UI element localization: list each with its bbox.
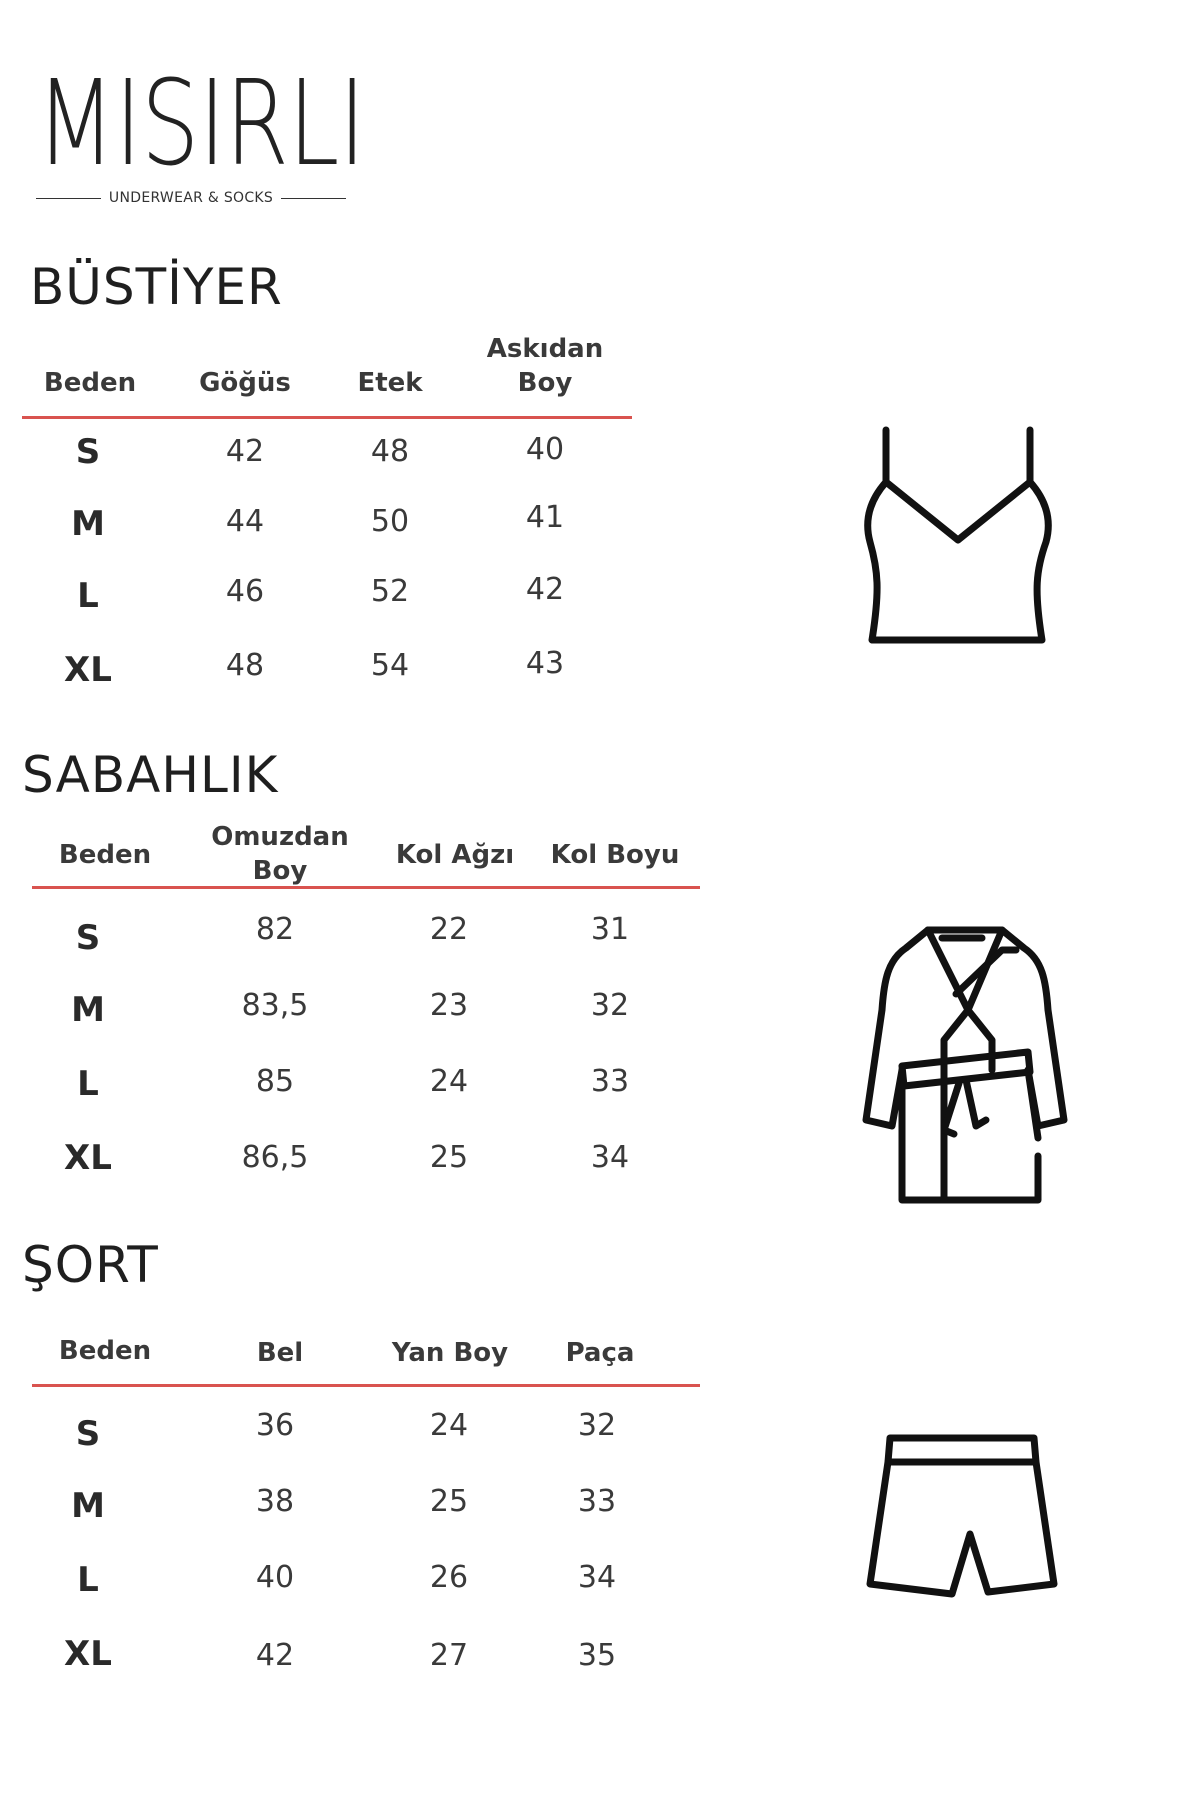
header-askidan-boy: Askıdan Boy (486, 334, 604, 398)
robe-icon (852, 920, 1082, 1210)
table-cell: 24 (429, 1408, 469, 1443)
header-kol-agzi: Kol Ağzı (395, 840, 515, 870)
section-title-sabahlik: SABAHLIK (22, 746, 279, 804)
header-gogus: Göğüs (199, 368, 291, 398)
camisole-icon (860, 420, 1060, 660)
table-cell: 43 (525, 646, 565, 681)
header-beden: Beden (58, 1336, 152, 1366)
brand-logo (36, 54, 366, 220)
size-label: L (77, 1560, 99, 1600)
header-yan-boy: Yan Boy (391, 1338, 509, 1368)
section-title-bustiyer: BÜSTİYER (30, 258, 283, 316)
header-rule (22, 416, 632, 419)
table-cell: 54 (370, 648, 410, 683)
brand-name: MISIRLI (36, 54, 366, 192)
table-cell: 48 (225, 648, 265, 683)
tagline-rule-left (36, 198, 101, 199)
table-cell: 83,5 (241, 988, 309, 1023)
size-label: XL (64, 650, 112, 690)
header-rule (32, 886, 700, 889)
table-cell: 27 (429, 1638, 469, 1673)
table-cell: 42 (255, 1638, 295, 1673)
size-label: S (75, 432, 101, 472)
size-label: L (77, 1064, 99, 1104)
table-cell: 31 (590, 912, 630, 947)
table-cell: 26 (429, 1560, 469, 1595)
size-label: XL (64, 1138, 112, 1178)
header-etek: Etek (357, 368, 423, 398)
header-kol-boyu: Kol Boyu (550, 840, 680, 870)
table-cell: 46 (225, 574, 265, 609)
brand-tagline-row (36, 190, 346, 206)
table-cell: 42 (225, 434, 265, 469)
table-cell: 33 (590, 1064, 630, 1099)
table-cell: 22 (429, 912, 469, 947)
table-cell: 40 (255, 1560, 295, 1595)
tagline-rule-right (281, 198, 346, 199)
header-rule (32, 1384, 700, 1387)
table-cell: 52 (370, 574, 410, 609)
table-cell: 48 (370, 434, 410, 469)
size-label: S (75, 1414, 101, 1454)
table-cell: 23 (429, 988, 469, 1023)
brand-tagline: UNDERWEAR & SOCKS (108, 190, 274, 206)
table-cell: 25 (429, 1484, 469, 1519)
table-cell: 34 (577, 1560, 617, 1595)
table-cell: 50 (370, 504, 410, 539)
size-label: M (71, 504, 105, 544)
table-cell: 44 (225, 504, 265, 539)
header-beden: Beden (58, 840, 152, 870)
size-label: S (75, 918, 101, 958)
header-paca: Paça (565, 1338, 635, 1368)
header-omuzdan-boy: Omuzdan Boy (211, 822, 349, 886)
table-cell: 25 (429, 1140, 469, 1175)
table-cell: 34 (590, 1140, 630, 1175)
table-cell: 36 (255, 1408, 295, 1443)
table-cell: 40 (525, 432, 565, 467)
header-beden: Beden (43, 368, 137, 398)
table-cell: 24 (429, 1064, 469, 1099)
table-cell: 82 (255, 912, 295, 947)
table-cell: 32 (577, 1408, 617, 1443)
section-title-sort: ŞORT (22, 1236, 159, 1294)
shorts-icon (862, 1428, 1062, 1608)
size-label: M (71, 1486, 105, 1526)
header-bel: Bel (256, 1338, 304, 1368)
size-label: L (77, 576, 99, 616)
table-cell: 42 (525, 572, 565, 607)
table-cell: 32 (590, 988, 630, 1023)
table-cell: 38 (255, 1484, 295, 1519)
table-cell: 41 (525, 500, 565, 535)
table-cell: 86,5 (241, 1140, 309, 1175)
table-cell: 85 (255, 1064, 295, 1099)
size-label: XL (64, 1634, 112, 1674)
table-cell: 33 (577, 1484, 617, 1519)
size-label: M (71, 990, 105, 1030)
table-cell: 35 (577, 1638, 617, 1673)
